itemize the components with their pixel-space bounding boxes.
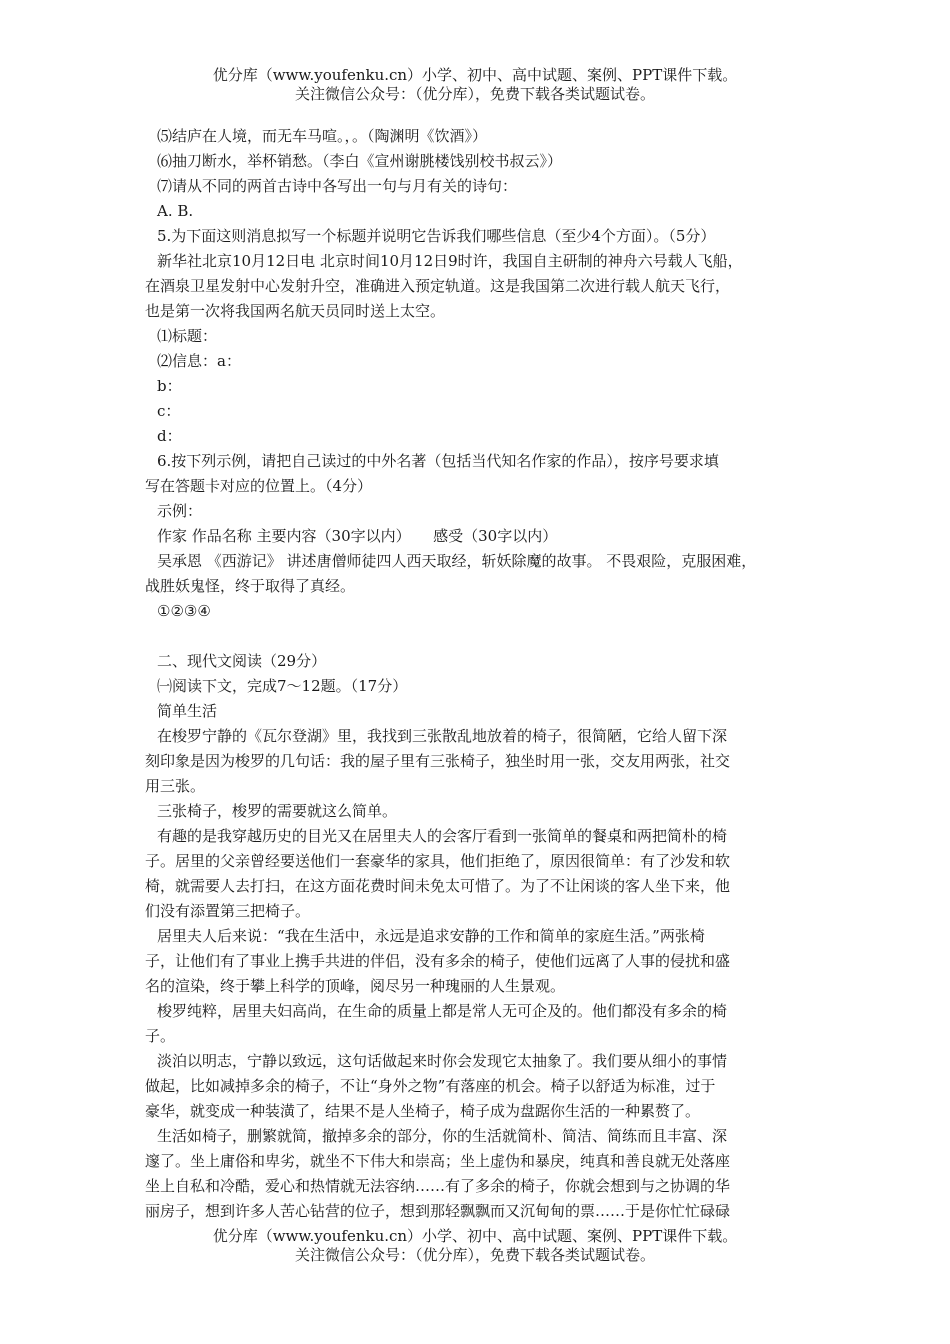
text-line: 三张椅子，梭罗的需要就这么简单。 xyxy=(157,802,398,820)
text-line: 邃了。坐上庸俗和卑劣，就坐不下伟大和崇高；坐上虚伪和暴戾，纯真和善良就无处落座 xyxy=(145,1152,731,1170)
text-line: 生活如椅子，删繁就简，撤掉多余的部分，你的生活就简朴、简洁、简练而且丰富、深 xyxy=(157,1127,728,1145)
text-line: 也是第一次将我国两名航天员同时送上太空。 xyxy=(145,302,446,320)
text-line: 用三张。 xyxy=(145,777,206,795)
text-line: 做起，比如减掉多余的椅子，不让“身外之物”有落座的机会。椅子以舒适为标准，过于 xyxy=(145,1077,716,1095)
question-6: 6.按下列示例，请把自己读过的中外名著（包括当代知名作家的作品），按序号要求填 xyxy=(157,452,719,470)
text-line: 新华社北京10月12日电 北京时间10月12日9时许，我国自主研制的神舟六号载人飞船， xyxy=(157,252,743,270)
text-line: ⑺请从不同的两首古诗中各写出一句与月有关的诗句： xyxy=(157,177,518,195)
text-line: 子。居里的父亲曾经要送他们一套豪华的家具，他们拒绝了，原因很简单：有了沙发和软 xyxy=(145,852,731,870)
text-line: 豪华，就变成一种装潢了，结果不是人坐椅子，椅子成为盘踞你生活的一种累赘了。 xyxy=(145,1102,701,1120)
text-line: 写在答题卡对应的位置上。（4分） xyxy=(145,477,373,495)
footer-line-1: 优分库（www.youfenku.cn）小学、初中、高中试题、案例、PPT课件下载。 xyxy=(212,1227,738,1245)
text-line: 子。 xyxy=(145,1027,176,1045)
header-line-2: 关注微信公众号：（优分库），免费下载各类试题试卷。 xyxy=(294,85,655,103)
page-footer xyxy=(0,1227,950,1265)
text-line: 椅，就需要人去打扫，在这方面花费时间未免太可惜了。为了不让闲谈的客人坐下来，他 xyxy=(145,877,731,895)
header-line-1: 优分库（www.youfenku.cn）小学、初中、高中试题、案例、PPT课件下载。 xyxy=(212,66,738,84)
text-line: d： xyxy=(157,427,182,445)
text-line: c： xyxy=(157,402,181,420)
text-line: 有趣的是我穿越历史的目光又在居里夫人的会客厅看到一张简单的餐桌和两把简朴的椅 xyxy=(157,827,728,845)
page-header xyxy=(0,66,950,104)
text-line: ⑴标题： xyxy=(157,327,218,345)
article-title: 简单生活 xyxy=(157,702,218,720)
text-line: ①②③④ xyxy=(157,602,211,620)
question-5: 5.为下面这则消息拟写一个标题并说明它告诉我们哪些信息（至少4个方面）。（5分） xyxy=(157,227,716,245)
text-line: 淡泊以明志，宁静以致远，这句话做起来时你会发现它太抽象了。我们要从细小的事情 xyxy=(157,1052,728,1070)
text-line: 在酒泉卫星发射中心发射升空，准确进入预定轨道。这是我国第二次进行载人航天飞行， xyxy=(145,277,731,295)
text-line: 战胜妖鬼怪，终于取得了真经。 xyxy=(145,577,356,595)
blank-line xyxy=(145,624,813,649)
footer-line-2: 关注微信公众号：（优分库），免费下载各类试题试卷。 xyxy=(294,1246,655,1264)
text-line: b： xyxy=(157,377,182,395)
text-line: 坐上自私和冷酷，爱心和热情就无法容纳……有了多余的椅子，你就会想到与之协调的华 xyxy=(145,1177,731,1195)
text-line: 示例： xyxy=(157,502,203,520)
text-line: 作家 作品名称 主要内容（30字以内） 感受（30字以内） xyxy=(157,527,558,545)
text-line: 丽房子，想到许多人苦心钻营的位子，想到那轻飘飘而又沉甸甸的票……于是你忙忙碌碌 xyxy=(145,1202,731,1220)
text-line: ⑹抽刀断水，举杯销愁。（李白《宣州谢朓楼饯别校书叔云》） xyxy=(157,152,563,170)
document-body xyxy=(145,124,813,1224)
section-heading: 二、现代文阅读（29分） xyxy=(157,652,327,670)
text-line: 梭罗纯粹，居里夫妇高尚，在生命的质量上都是常人无可企及的。他们都没有多余的椅 xyxy=(157,1002,728,1020)
text-line: 在梭罗宁静的《瓦尔登湖》里，我找到三张散乱地放着的椅子，很简陋，它给人留下深 xyxy=(157,727,728,745)
text-line: 子，让他们有了事业上携手共进的伴侣，没有多余的椅子，使他们远离了人事的侵扰和盛 xyxy=(145,952,731,970)
text-line: 刻印象是因为梭罗的几句话：我的屋子里有三张椅子，独坐时用一张，交友用两张，社交 xyxy=(145,752,731,770)
text-line: 居里夫人后来说：“我在生活中，永远是追求安静的工作和简单的家庭生活。”两张椅 xyxy=(157,927,705,945)
text-line: A. B. xyxy=(157,202,194,220)
text-line: 吴承恩 《西游记》 讲述唐僧师徒四人西天取经，斩妖除魔的故事。 不畏艰险，克服困难， xyxy=(157,552,757,570)
text-line: 们没有添置第三把椅子。 xyxy=(145,902,311,920)
text-line: 名的渲染，终于攀上科学的顶峰，阅尽另一种瑰丽的人生景观。 xyxy=(145,977,566,995)
text-line: ⑵信息：a： xyxy=(157,352,241,370)
text-line: ㈠阅读下文，完成7～12题。（17分） xyxy=(157,677,408,695)
text-line: ⑸结庐在人境，而无车马喧。，。（陶渊明《饮酒》） xyxy=(157,127,488,145)
